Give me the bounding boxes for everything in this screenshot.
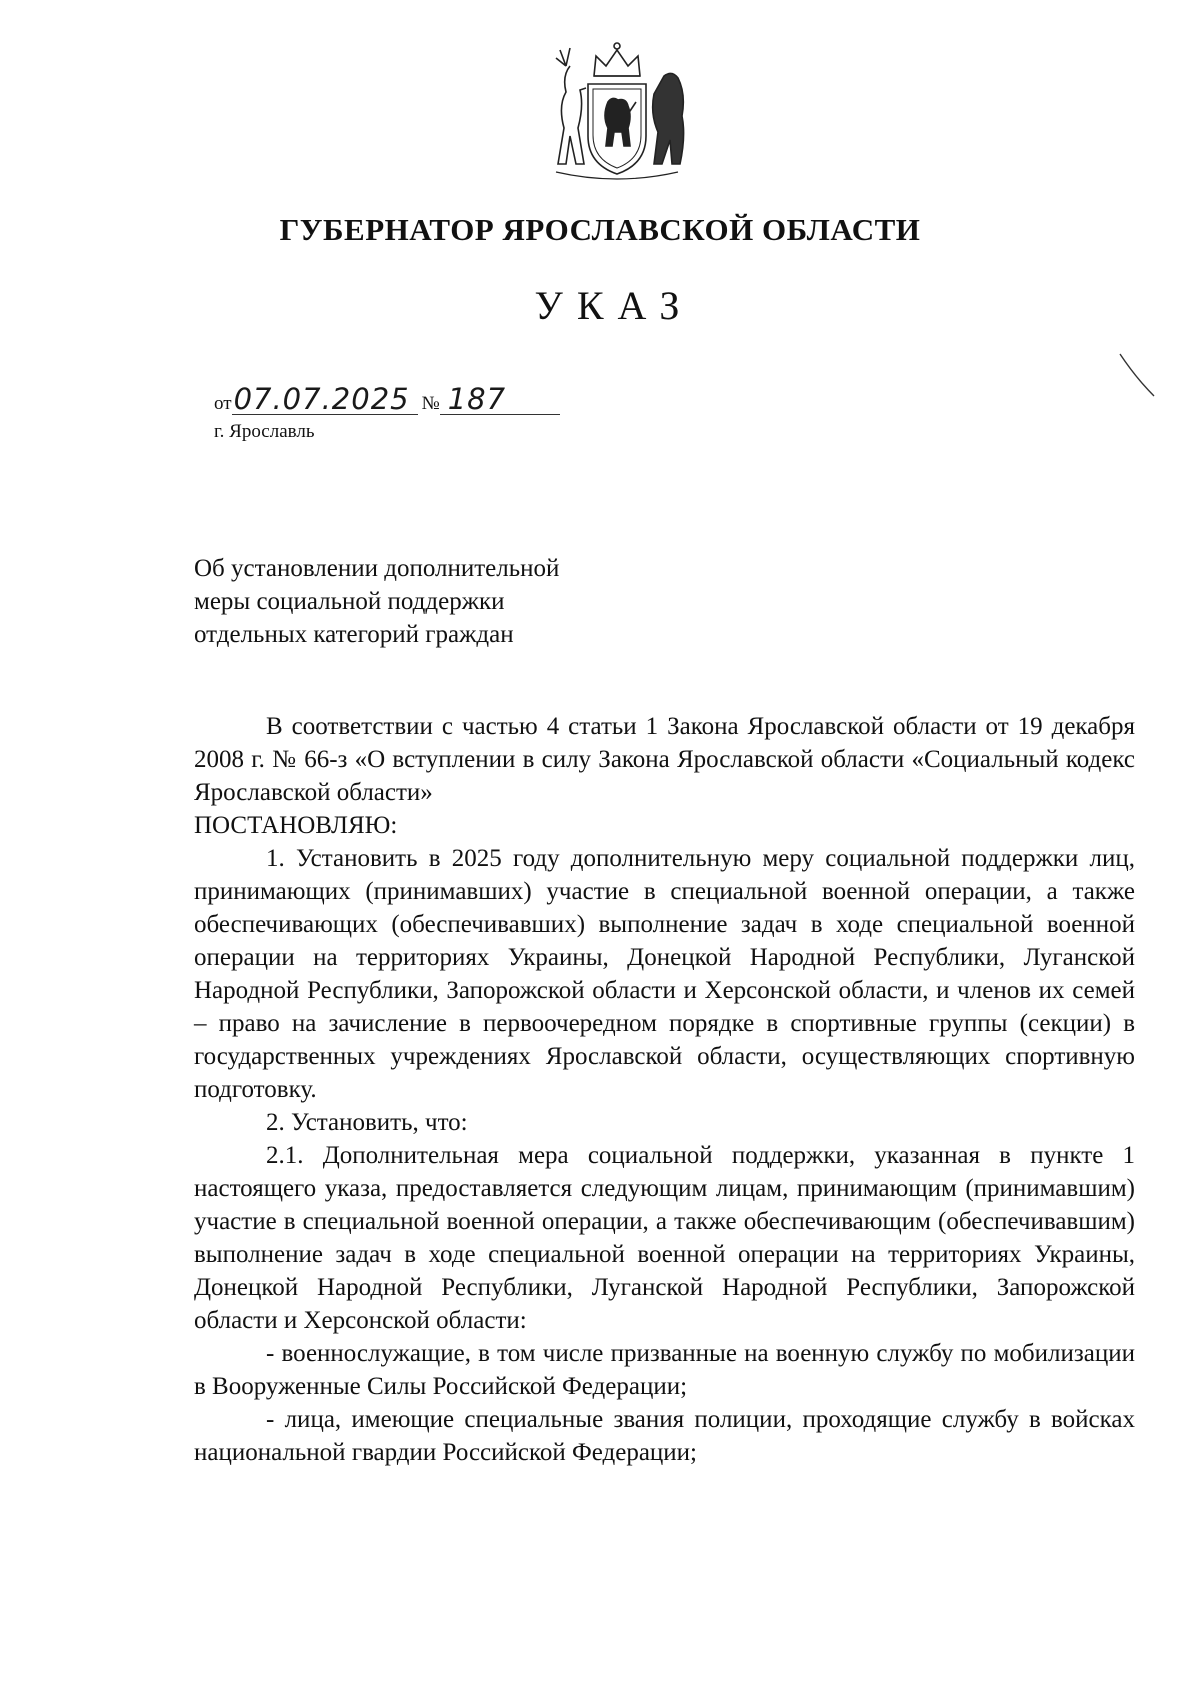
decree-word: ПОСТАНОВЛЯЮ: [194, 812, 398, 839]
document-body [194, 710, 1135, 1469]
preamble-paragraph: В соответствии с частью 4 статьи 1 Закона Ярославской области от 19 декабря 2008 г. № 66-з «О вступлении в силу Закона Ярославской области «Социальный кодекс Ярославской области» [194, 713, 1135, 806]
subject-line: отдельных категорий граждан [194, 621, 514, 648]
bullet-paragraph: - военнослужащие, в том числе призванные на военную службу по мобилизации в Вооруженные Силы Российской Федерации; [194, 1340, 1135, 1400]
subject-line: меры социальной поддержки [194, 588, 505, 615]
number-prefix: № [421, 393, 440, 414]
item-2-paragraph: 2. Установить, что: [266, 1109, 468, 1136]
item-2-1-paragraph: 2.1. Дополнительная мера социальной поддержки, указанная в пункте 1 настоящего указа, предоставляется следующим лицам, принимающим (принимавшим) участие в специальной военной операции, а также обеспечивающим (обеспечивавшим) выполнение задач в ходе специальной военной операции на территориях Украины, Донецкой Народной Республики, Луганской Народной Республики, Запорожской области и Херсонской области: [194, 1142, 1135, 1334]
date-prefix: от [214, 393, 232, 414]
item-1-paragraph: 1. Установить в 2025 году дополнительную меру социальной поддержки лиц, принимающих (принимавших) участие в специальной военной операции, а также обеспечивающих (обеспечивавших) выполнение задач в ходе специальной военной операции на территориях Украины, Донецкой Народной Республики, Луганской Народной Республики, Запорожской области и Херсонской области, и членов их семей – право на зачисление в первоочередном порядке в спортивные группы (секции) в государственных учреждениях Ярославской области, осуществляющих спортивную подготовку. [194, 845, 1135, 1103]
issue-city: г. Ярославль [214, 421, 315, 442]
document-date: 07.07.2025 [232, 384, 418, 415]
document-subject [194, 552, 559, 651]
pen-stroke-mark [1118, 352, 1158, 402]
issuer-title: ГУБЕРНАТОР ЯРОСЛАВСКОЙ ОБЛАСТИ [279, 212, 921, 247]
coat-of-arms-emblem [536, 36, 698, 186]
document-number: 187 [440, 384, 560, 415]
bullet-paragraph: - лица, имеющие специальные звания полиции, проходящие службу в войсках национальной гвардии Российской Федерации; [194, 1406, 1135, 1466]
subject-line: Об установлении дополнительной [194, 555, 560, 582]
document-type-title: УКАЗ [534, 283, 694, 328]
document-meta [214, 384, 560, 443]
